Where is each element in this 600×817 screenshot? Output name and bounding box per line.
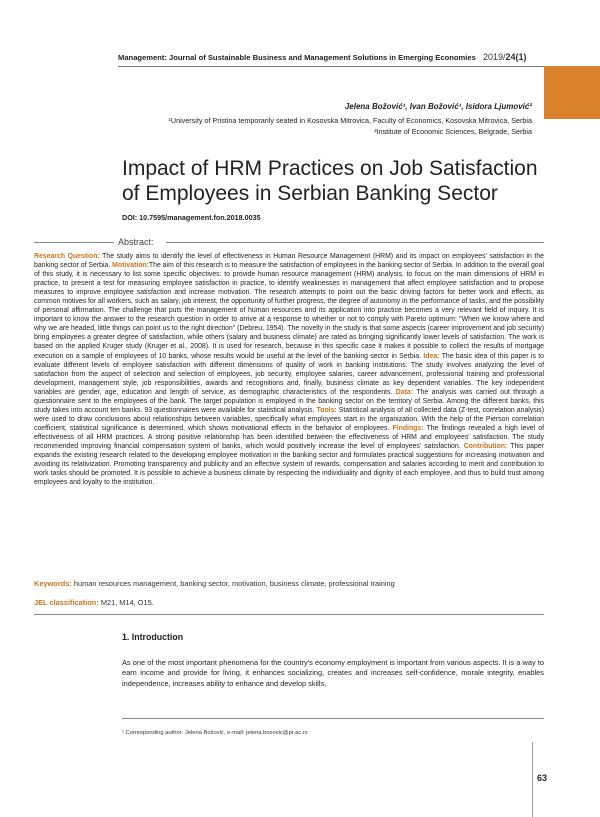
title-line-1: Impact of HRM Practices on Job Satisfaction xyxy=(122,157,538,180)
journal-volume xyxy=(483,52,527,62)
section-heading: 1. Introduction xyxy=(122,632,184,642)
abstract-rule-right xyxy=(166,242,544,243)
abstract-body xyxy=(34,252,544,487)
header-divider xyxy=(118,66,544,67)
authors: Jelena Božović¹, Ivan Božović¹, Isidora Ljumović² xyxy=(344,102,532,111)
year: 2019/ xyxy=(483,52,506,62)
data-text: The analysis was carried out through a questionnaire sent to the employees of the bank. The target population is employed in the banking sector on the territory of Serbia. Among the different banks, this study takes into account ten banks. 93 questionnaires were available for statistical analysis. xyxy=(34,388,544,414)
contribution-text: This paper expands the existing research related to the developing employee motivation in the banking sector and formulates practical suggestions for increasing motivation and avoiding its relativization. Promoting transparency and publicity and an effective system of rewards, compensation and salaries according to merit and contribution to work tasks should be promoted. It is possible to achieve a business climate by respecting the individuality and dignity of each employee, and thus to build trust among employees and loyalty to the institution. xyxy=(34,442,544,487)
jel-classification xyxy=(34,598,154,607)
footnote: ¹ Corresponding author: Jelena Božović, e-mail: jelena.bozovic@pr.ac.rs xyxy=(122,730,308,736)
data-heading: Data: xyxy=(395,388,414,396)
footnote-rule xyxy=(122,718,544,719)
title-line-2: of Employees in Serbian Banking Sector xyxy=(122,182,498,205)
rq-heading: Research Question: xyxy=(34,253,100,260)
page-number: 63 xyxy=(537,773,548,783)
motivation-text: The aim of this research is to measure the satisfaction of employees in the banking sector of Serbia. In addition to the overall goal of this study, it is necessary to list some specific objectives: to provide human resource management (HRM) analysis, to focus on the main dimensions of HRM in practice, to present a test for measuring employee satisfaction in practice, to identify weaknesses in management that affect employee satisfaction and to propose measures to improve employee satisfaction and increase motivation. The research attempts to point out the basic driving factors for better work and effects, as common motives for all workers, such as salary, job interest, the opportunity of further progress, the degree of autonomy in the performance of tasks, and the possibility of personal affirmation. The challenge that puts the management of human resources and its application into practice becomes a very relevant field of inquiry. It is important to know the answer to the research question in order to arrive at a response to whether or not to comply with Pareto optimum: "When we know where and why we are headed, little things can point us to the right direction" (Debreu, 1954). The novelty in the study is that some aspects (career improvement and job security) bring employees a greater degree of satisfaction, while others (salary and business climate) are rated as bringing significantly lower levels of satisfaction. The work is based on the applied Kruger study (Kruger et al., 2008). It is used for research, because in this specific case it makes it possible to collect the results of mortgage execution on a sample of employees of 10 banks, whose results would be useful at the level of the banking sector in Serbia. xyxy=(34,262,544,360)
intro-paragraph: As one of the most important phenomena for the country's economy employment is important from various aspects. It is a way to earn income and provide for living, it enhances socializing, creates and increases self-confidence, morale integrity, enables independence, increases ability to enhance and develop skills, xyxy=(122,658,544,688)
rq-text: The study aims to identify the level of effectiveness in Human Resource Management (HRM) and its impact on employees' satisfaction in the banking sector of Serbia. xyxy=(34,253,544,270)
doi: DOI: 10.7595/management.fon.2018.0035 xyxy=(122,213,261,222)
page-number-rule xyxy=(532,742,533,817)
volume-issue: 24(1) xyxy=(505,52,527,62)
contribution-heading: Contribution: xyxy=(463,442,508,450)
jel-label: JEL classification: xyxy=(34,598,99,607)
idea-heading: Idea: xyxy=(423,352,440,360)
findings-heading: Findings: xyxy=(392,424,424,432)
keywords xyxy=(34,579,395,588)
keywords-text: human resources management, banking sector, motivation, business climate, professional training xyxy=(71,579,395,588)
paper-title xyxy=(122,156,538,206)
idea-text: The basic idea of this paper is to evaluate different levels of employee satisfaction with different dimensions of quality of work in banking institutions. The study involves analyzing the level of satisfaction from the aspect of selection and selection of employees, job security, employee salaries, career advancement, professional training and professional development, management style, job responsibilities, awards and recognitions and, finally, business climate as key dependent variables. The key independent variables are gender, age, education and length of service, as demographic characteristics of the respondents. xyxy=(34,352,544,396)
motivation-heading: Motivation: xyxy=(112,262,149,270)
tools-text: Statistical analysis of all collected data (Z-test, correlation analysis) were used to draw conclusions about relationships between variables, specifically what employees start in the organization. With the help of the Pierson correlation coefficient, statistical significance is determined, which shows motivational effects in the behavior of employees. xyxy=(34,406,544,432)
affiliation-2: ²Institute of Economic Sciences, Belgrade, Serbia xyxy=(374,127,532,136)
findings-text: The findings revealed a high level of effectiveness of all HRM practices. A strong positive relationship has been identified between the effectiveness of HRM and employees' satisfaction. The study recommended improving financial compensation system of banks, which would positively increase the level of employees' satisfaction. xyxy=(34,424,544,450)
tools-heading: Tools: xyxy=(316,406,337,414)
jel-text: M21, M14, O15. xyxy=(98,598,154,607)
affiliation-1: ¹University of Pristina temporarily seated in Kosovska Mitrovica, Faculty of Economics, Kosovska Mitrovica, Serbia xyxy=(168,116,532,125)
abstract-rule-left xyxy=(34,242,114,243)
journal-name: Management: Journal of Sustainable Business and Management Solutions in Emerging Economies xyxy=(118,53,476,62)
keywords-label: Keywords: xyxy=(34,579,72,588)
abstract-label: Abstract: xyxy=(118,237,154,247)
abstract-bottom-rule xyxy=(34,614,544,615)
accent-tab xyxy=(544,66,600,119)
